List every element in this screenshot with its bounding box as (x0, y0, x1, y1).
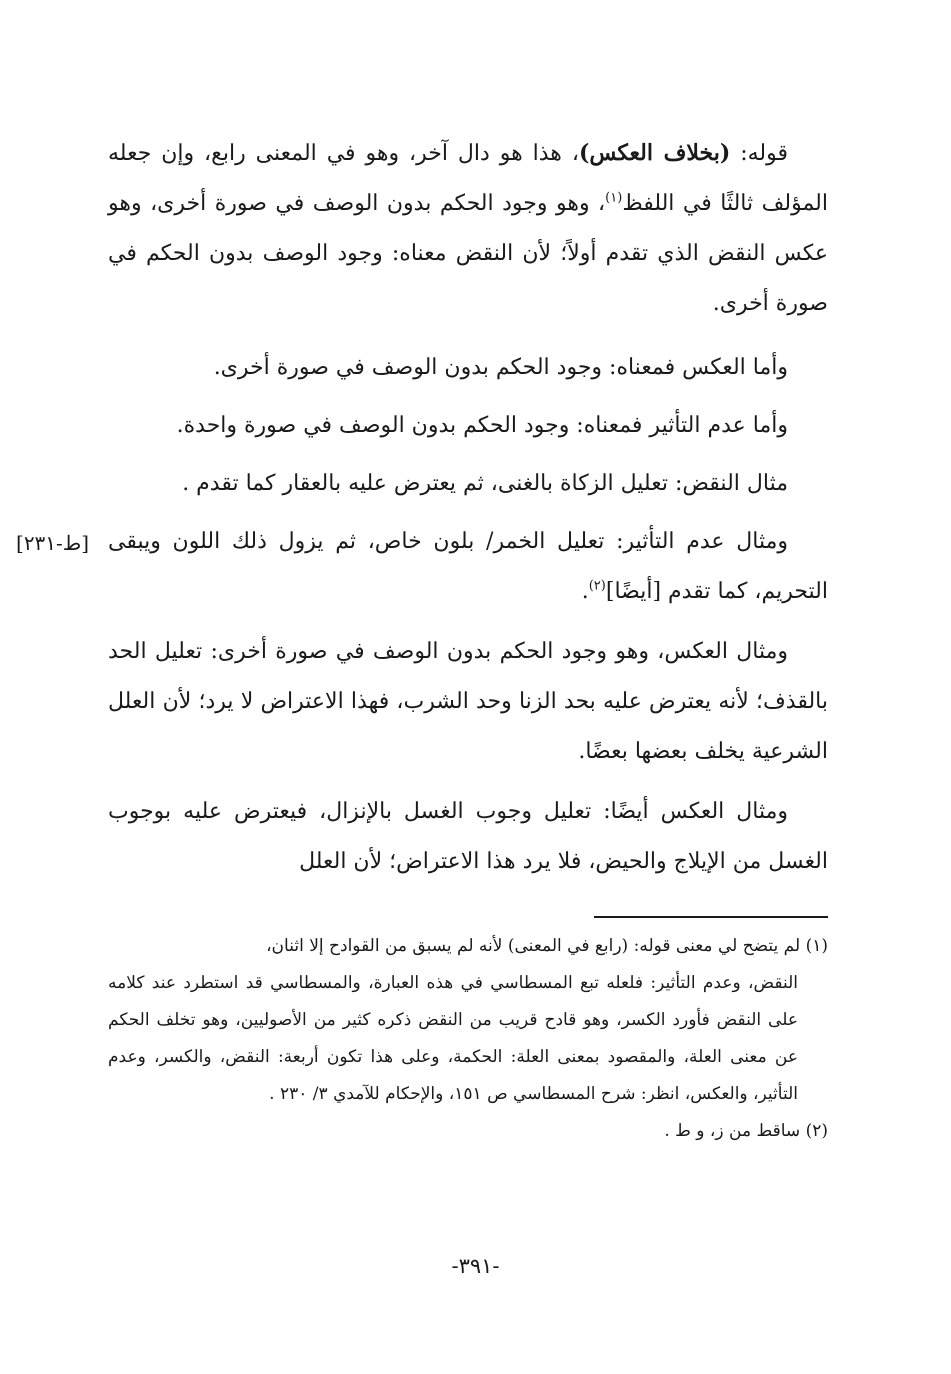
paragraph-1-text-b: ، وهو وجود الحكم بدون الوصف في صورة أخرى، وهو عكس النقض الذي تقدم أولاً؛ لأن النقض معناه: وجود الوصف بدون الحكم في صورة أخرى. (108, 191, 828, 316)
footnote-2-text: ساقط من ز، و ط . (664, 1121, 801, 1141)
main-text (108, 128, 828, 897)
quoted-phrase: (بخلاف العكس) (578, 140, 731, 166)
footnote-ref-2: (٢) (588, 578, 606, 594)
paragraph-3: وأما عدم التأثير فمعناه: وجود الحكم بدون الوصف في صورة واحدة. (176, 413, 788, 438)
paragraph-6: ومثال العكس، وهو وجود الحكم بدون الوصف في صورة أخرى: تعليل الحد بالقذف؛ لأنه يعترض عليه بحد الزنا وحد الشرب، فهذا الاعتراض لا يرد؛ لأن العلل الشرعية يخلف بعضها بعضًا. (108, 639, 828, 764)
footnote-1-continuation: النقض، وعدم التأثير: فلعله تبع المسطاسي في هذه العبارة، والمسطاسي قد استطرد عند كلامه على النقض فأورد الكسر، وهو قادح قريب من النقض ذكره كثير من الأصوليين، وهو تخلف الحكم عن معنى العلة، والمقصود بمعنى العلة: الحكمة، وعلى هذا تكون أربعة: النقض، والكسر، وعدم التأثير، والعكس، انظر: شرح المسطاسي ص ١٥١، والإحكام للآمدي ٣/ ٢٣٠ . (108, 973, 798, 1104)
paragraph-5-text-a: ومثال عدم التأثير: تعليل الخمر/ بلون خاص، ثم يزول ذلك اللون ويبقى التحريم، كما تقدم [أيضًا] (108, 529, 828, 604)
footnote-2 (108, 1113, 828, 1150)
paragraph-2: وأما العكس فمعناه: وجود الحكم بدون الوصف في صورة أخرى. (213, 355, 788, 380)
paragraph-1-lead: قوله: (730, 141, 788, 166)
paragraph-4: مثال النقض: تعليل الزكاة بالغنى، ثم يعترض عليه بالعقار كما تقدم . (182, 471, 788, 496)
page-number: -٣٩١- (451, 1254, 500, 1278)
paragraph-1 (108, 128, 828, 329)
footnote-2-number: (٢) (805, 1121, 828, 1141)
footnote-1-number: (١) (805, 936, 828, 956)
footnotes (108, 928, 828, 1150)
paragraph-5 (108, 517, 828, 617)
paragraph-5-text-b: . (581, 579, 589, 604)
footnote-1-line-1: لم يتضح لي معنى قوله: (رابع في المعنى) لأنه لم يسبق من القوادح إلا اثنان، (266, 936, 801, 956)
paragraph-1-text-a: ، هذا هو دال آخر، وهو في المعنى رابع، وإن جعله المؤلف ثالثًا في اللفظ (108, 141, 828, 216)
footnote-ref-1: (١) (605, 190, 623, 206)
footnote-1-first-line (108, 928, 828, 965)
paragraph-7: ومثال العكس أيضًا: تعليل وجوب الغسل بالإنزال، فيعترض عليه بوجوب الغسل من الإيلاج والحيض، فلا يرد هذا الاعتراض؛ لأن العلل (108, 799, 828, 874)
manuscript-folio-note: [ط-٢٣١] (16, 531, 90, 555)
footnote-separator (594, 916, 828, 918)
